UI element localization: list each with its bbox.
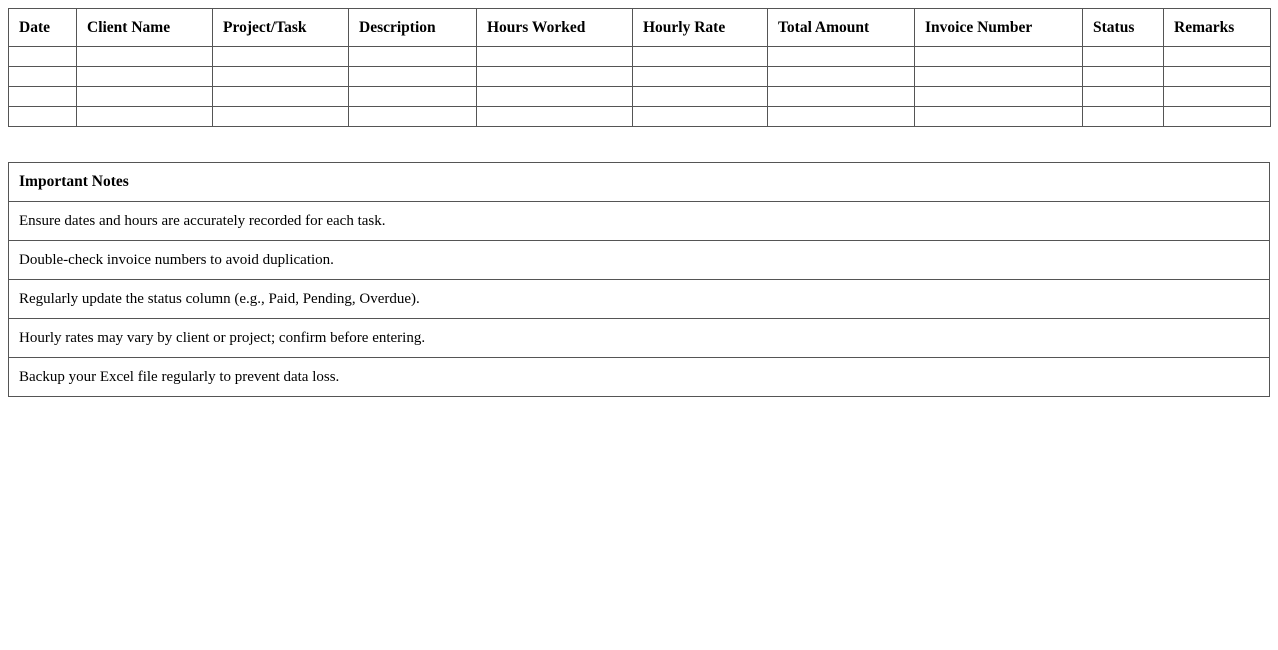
- note-text: Hourly rates may vary by client or project; confirm before entering.: [9, 319, 1270, 358]
- table-cell[interactable]: [633, 87, 768, 107]
- table-cell[interactable]: [1083, 107, 1164, 127]
- table-cell[interactable]: [77, 47, 213, 67]
- list-item: [9, 280, 1270, 319]
- column-header-hours-worked: Hours Worked: [477, 9, 633, 47]
- table-cell[interactable]: [213, 47, 349, 67]
- table-cell[interactable]: [213, 107, 349, 127]
- list-item: [9, 202, 1270, 241]
- table-cell[interactable]: [1164, 107, 1271, 127]
- table-cell[interactable]: [9, 107, 77, 127]
- table-row: [9, 87, 1271, 107]
- table-cell[interactable]: [915, 67, 1083, 87]
- column-header-remarks: Remarks: [1164, 9, 1271, 47]
- column-header-client-name: Client Name: [77, 9, 213, 47]
- table-cell[interactable]: [915, 47, 1083, 67]
- table-row: [9, 47, 1271, 67]
- table-row: [9, 107, 1271, 127]
- notes-header-row: [9, 163, 1270, 202]
- table-cell[interactable]: [349, 67, 477, 87]
- list-item: [9, 358, 1270, 397]
- list-item: [9, 241, 1270, 280]
- column-header-description: Description: [349, 9, 477, 47]
- table-cell[interactable]: [1083, 47, 1164, 67]
- table-cell[interactable]: [477, 87, 633, 107]
- table-cell[interactable]: [633, 47, 768, 67]
- column-header-hourly-rate: Hourly Rate: [633, 9, 768, 47]
- table-cell[interactable]: [633, 67, 768, 87]
- table-cell[interactable]: [915, 107, 1083, 127]
- table-cell[interactable]: [768, 87, 915, 107]
- table-cell[interactable]: [477, 107, 633, 127]
- table-cell[interactable]: [213, 87, 349, 107]
- table-cell[interactable]: [768, 67, 915, 87]
- table-cell[interactable]: [349, 47, 477, 67]
- column-header-project-task: Project/Task: [213, 9, 349, 47]
- table-cell[interactable]: [1164, 87, 1271, 107]
- table-cell[interactable]: [9, 87, 77, 107]
- note-text: Backup your Excel file regularly to prevent data loss.: [9, 358, 1270, 397]
- column-header-total-amount: Total Amount: [768, 9, 915, 47]
- table-cell[interactable]: [349, 87, 477, 107]
- table-cell[interactable]: [477, 67, 633, 87]
- table-cell[interactable]: [1164, 47, 1271, 67]
- list-item: [9, 319, 1270, 358]
- note-text: Regularly update the status column (e.g., Paid, Pending, Overdue).: [9, 280, 1270, 319]
- column-header-date: Date: [9, 9, 77, 47]
- table-cell[interactable]: [768, 47, 915, 67]
- notes-title: Important Notes: [9, 163, 1270, 202]
- table-cell[interactable]: [77, 67, 213, 87]
- note-text: Ensure dates and hours are accurately recorded for each task.: [9, 202, 1270, 241]
- table-cell[interactable]: [1083, 87, 1164, 107]
- table-cell[interactable]: [915, 87, 1083, 107]
- work-log-table: [8, 8, 1271, 127]
- table-cell[interactable]: [633, 107, 768, 127]
- table-cell[interactable]: [1083, 67, 1164, 87]
- table-cell[interactable]: [9, 47, 77, 67]
- note-text: Double-check invoice numbers to avoid duplication.: [9, 241, 1270, 280]
- important-notes-table: [8, 162, 1270, 397]
- table-cell[interactable]: [213, 67, 349, 87]
- table-cell[interactable]: [9, 67, 77, 87]
- table-row: [9, 67, 1271, 87]
- column-header-invoice-number: Invoice Number: [915, 9, 1083, 47]
- table-cell[interactable]: [349, 107, 477, 127]
- table-cell[interactable]: [768, 107, 915, 127]
- table-header-row: [9, 9, 1271, 47]
- table-cell[interactable]: [77, 87, 213, 107]
- table-cell[interactable]: [77, 107, 213, 127]
- table-cell[interactable]: [1164, 67, 1271, 87]
- column-header-status: Status: [1083, 9, 1164, 47]
- table-cell[interactable]: [477, 47, 633, 67]
